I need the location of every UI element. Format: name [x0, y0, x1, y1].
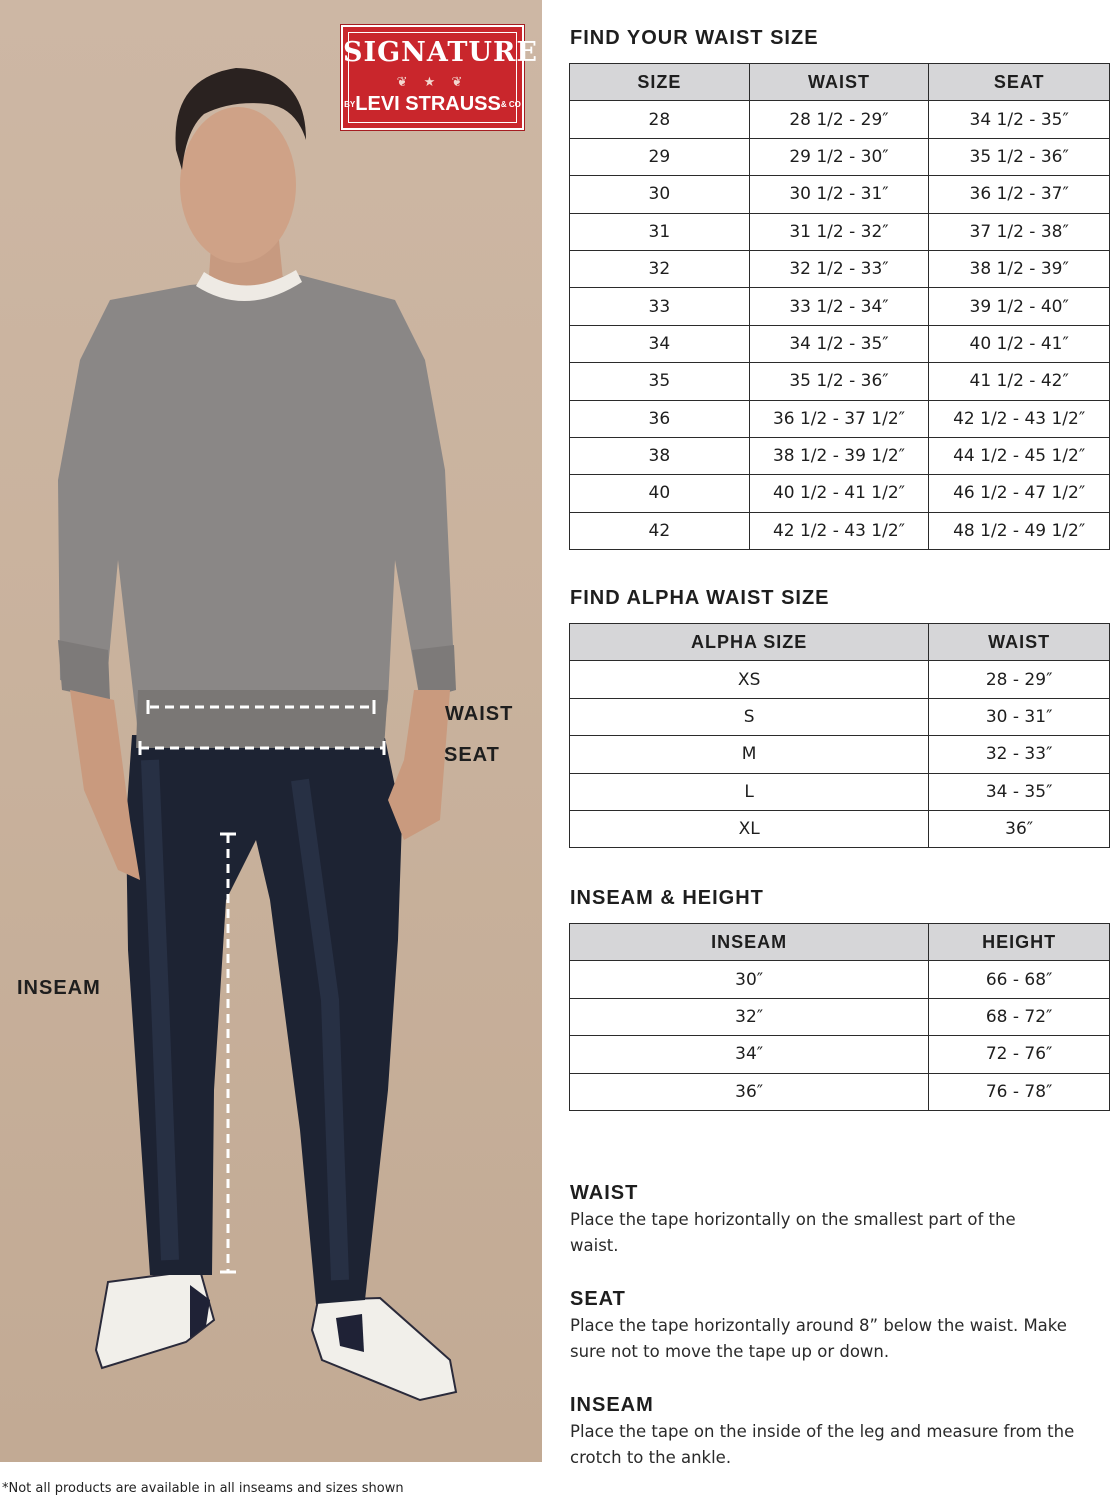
- waist-cell: 36 1/2 - 37 1/2″: [749, 400, 929, 437]
- size-cell: 28: [570, 101, 750, 138]
- seat-cell: 48 1/2 - 49 1/2″: [929, 512, 1110, 549]
- table-row: [570, 363, 1110, 400]
- height-cell: 76 - 78″: [929, 1073, 1110, 1110]
- model-figure-illustration: [0, 0, 542, 1462]
- waist-cell: 31 1/2 - 32″: [749, 213, 929, 250]
- waist-cell: 29 1/2 - 30″: [749, 138, 929, 175]
- inseam-height-section-title: INSEAM & HEIGHT: [570, 887, 764, 909]
- alpha-waist-cell: 30 - 31″: [929, 698, 1110, 735]
- size-cell: 35: [570, 363, 750, 400]
- height-cell: 68 - 72″: [929, 998, 1110, 1035]
- laurel-star-icon: ❦ ★ ❦: [396, 75, 469, 90]
- waist-table-header-row: [570, 64, 1110, 101]
- alpha-size-cell: XS: [570, 661, 929, 698]
- waist-cell: 28 1/2 - 29″: [749, 101, 929, 138]
- logo-brand-suffix: & CO: [500, 100, 521, 110]
- seat-instruction-text: Place the tape horizontally around 8” below the waist. Make sure not to move the tape up or down.: [570, 1316, 1067, 1361]
- size-cell: 40: [570, 475, 750, 512]
- seat-cell: 35 1/2 - 36″: [929, 138, 1110, 175]
- table-row: [570, 998, 1110, 1035]
- waist-size-section-title: FIND YOUR WAIST SIZE: [570, 27, 819, 49]
- table-row: [570, 736, 1110, 773]
- table-row: [570, 250, 1110, 287]
- table-row: [570, 1036, 1110, 1073]
- logo-brand-text: LEVI STRAUSS: [355, 93, 501, 115]
- table-row: [570, 437, 1110, 474]
- seat-cell: 37 1/2 - 38″: [929, 213, 1110, 250]
- size-cell: 36: [570, 400, 750, 437]
- waist-callout-label: WAIST: [445, 703, 514, 725]
- alpha-size-cell: M: [570, 736, 929, 773]
- table-row: [570, 325, 1110, 362]
- waist-instruction-title: WAIST: [570, 1182, 639, 1204]
- alpha-waist-cell: 28 - 29″: [929, 661, 1110, 698]
- size-cell: 31: [570, 213, 750, 250]
- alpha-size-cell: XL: [570, 810, 929, 847]
- inseam-height-table: [569, 923, 1110, 1111]
- size-cell: 38: [570, 437, 750, 474]
- alpha-size-table: [569, 623, 1110, 848]
- table-row: [570, 698, 1110, 735]
- size-cell: 30: [570, 176, 750, 213]
- height-cell: 72 - 76″: [929, 1036, 1110, 1073]
- table-row: [570, 400, 1110, 437]
- header-alpha-waist: WAIST: [929, 624, 1110, 661]
- logo-signature-text: SIGNATURE: [343, 37, 538, 68]
- inseam-cell: 36″: [570, 1073, 929, 1110]
- table-row: [570, 1073, 1110, 1110]
- seat-cell: 40 1/2 - 41″: [929, 325, 1110, 362]
- alpha-size-section-title: FIND ALPHA WAIST SIZE: [570, 587, 830, 609]
- seat-cell: 42 1/2 - 43 1/2″: [929, 400, 1110, 437]
- waist-cell: 30 1/2 - 31″: [749, 176, 929, 213]
- inseam-cell: 32″: [570, 998, 929, 1035]
- model-photo: [0, 0, 542, 1462]
- waist-cell: 38 1/2 - 39 1/2″: [749, 437, 929, 474]
- table-row: [570, 101, 1110, 138]
- seat-cell: 41 1/2 - 42″: [929, 363, 1110, 400]
- inseam-cell: 34″: [570, 1036, 929, 1073]
- table-row: [570, 512, 1110, 549]
- inseam-table-header-row: [570, 924, 1110, 961]
- seat-cell: 38 1/2 - 39″: [929, 250, 1110, 287]
- table-row: [570, 961, 1110, 998]
- size-cell: 32: [570, 250, 750, 287]
- height-cell: 66 - 68″: [929, 961, 1110, 998]
- signature-brand-logo: [341, 25, 538, 130]
- header-inseam: INSEAM: [570, 924, 929, 961]
- table-row: [570, 213, 1110, 250]
- header-alpha-size: ALPHA SIZE: [570, 624, 929, 661]
- alpha-size-cell: S: [570, 698, 929, 735]
- inseam-instruction-title: INSEAM: [570, 1394, 654, 1416]
- table-row: [570, 661, 1110, 698]
- header-seat: SEAT: [929, 64, 1110, 101]
- alpha-waist-cell: 36″: [929, 810, 1110, 847]
- table-row: [570, 475, 1110, 512]
- logo-by-prefix: BY: [344, 100, 356, 110]
- seat-cell: 36 1/2 - 37″: [929, 176, 1110, 213]
- table-row: [570, 288, 1110, 325]
- header-height: HEIGHT: [929, 924, 1110, 961]
- seat-cell: 46 1/2 - 47 1/2″: [929, 475, 1110, 512]
- size-cell: 33: [570, 288, 750, 325]
- waist-cell: 33 1/2 - 34″: [749, 288, 929, 325]
- table-row: [570, 773, 1110, 810]
- waist-cell: 42 1/2 - 43 1/2″: [749, 512, 929, 549]
- waist-size-table: [569, 63, 1110, 550]
- inseam-cell: 30″: [570, 961, 929, 998]
- seat-cell: 39 1/2 - 40″: [929, 288, 1110, 325]
- seat-instruction-title: SEAT: [570, 1288, 626, 1310]
- table-row: [570, 138, 1110, 175]
- seat-cell: 44 1/2 - 45 1/2″: [929, 437, 1110, 474]
- waist-cell: 35 1/2 - 36″: [749, 363, 929, 400]
- table-row: [570, 810, 1110, 847]
- alpha-waist-cell: 32 - 33″: [929, 736, 1110, 773]
- header-waist: WAIST: [749, 64, 929, 101]
- waist-cell: 34 1/2 - 35″: [749, 325, 929, 362]
- alpha-size-cell: L: [570, 773, 929, 810]
- waist-cell: 32 1/2 - 33″: [749, 250, 929, 287]
- waist-instruction-text: Place the tape horizontally on the smallest part of the waist.: [570, 1210, 1016, 1255]
- alpha-waist-cell: 34 - 35″: [929, 773, 1110, 810]
- size-cell: 34: [570, 325, 750, 362]
- alpha-table-header-row: [570, 624, 1110, 661]
- availability-footnote: *Not all products are available in all inseams and sizes shown: [2, 1481, 404, 1496]
- waist-cell: 40 1/2 - 41 1/2″: [749, 475, 929, 512]
- logo-brand-line: [343, 93, 522, 116]
- size-cell: 29: [570, 138, 750, 175]
- header-size: SIZE: [570, 64, 750, 101]
- inseam-callout-label: INSEAM: [17, 977, 101, 999]
- seat-cell: 34 1/2 - 35″: [929, 101, 1110, 138]
- inseam-instruction-text: Place the tape on the inside of the leg and measure from the crotch to the ankle.: [570, 1422, 1075, 1467]
- seat-callout-label: SEAT: [444, 744, 500, 766]
- table-row: [570, 176, 1110, 213]
- size-cell: 42: [570, 512, 750, 549]
